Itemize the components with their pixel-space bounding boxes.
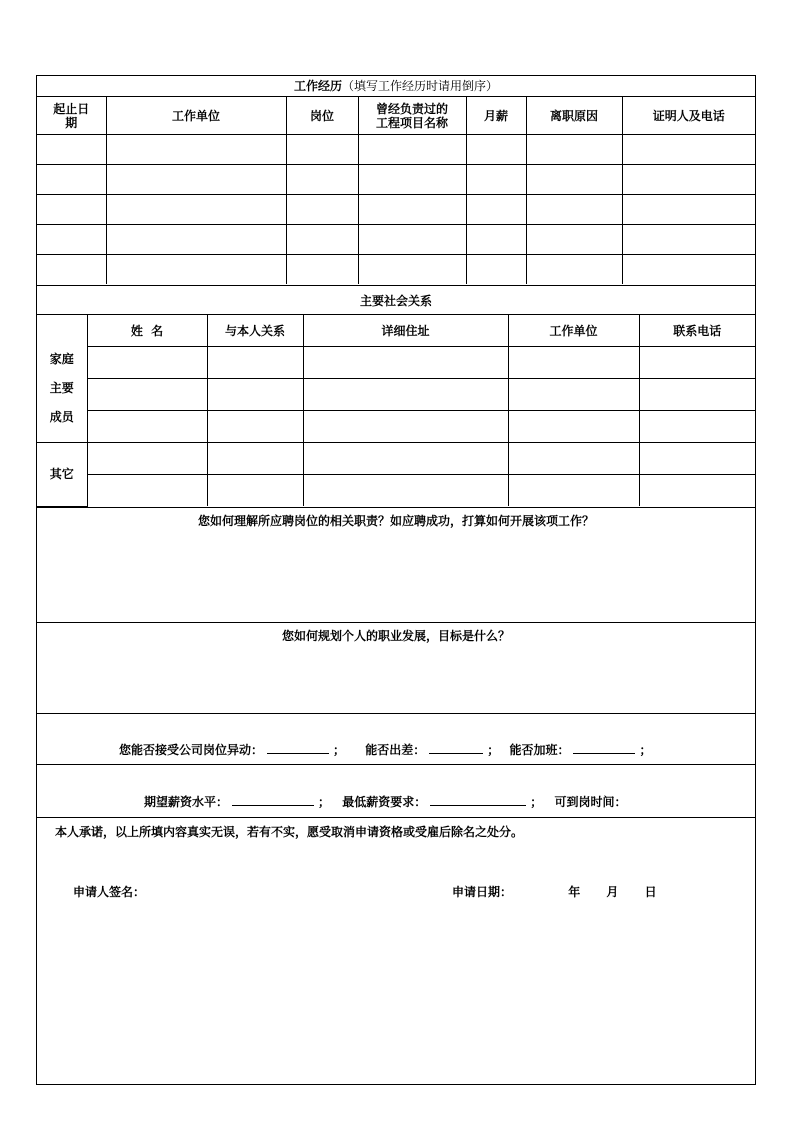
overtime-field[interactable] [573,741,635,754]
cell-employer[interactable] [106,135,286,165]
cell-projects[interactable] [358,135,466,165]
question-job-understanding[interactable] [37,507,755,622]
overtime-label: 能否加班： [509,742,570,757]
application-date [452,883,657,900]
work-row [37,255,755,285]
cell-salary[interactable] [466,225,526,255]
cell-address[interactable] [303,347,508,379]
cell-relationship[interactable] [207,411,303,443]
cell-projects[interactable] [358,225,466,255]
header-relationship: 与本人关系 [207,315,303,347]
separator: ； [639,742,652,757]
pledge-text: 本人承诺，以上所填内容真实无误，若有不实，愿受取消申请资格或受雇后除名之处分。 [55,824,524,839]
family-label: 家庭 主要 成员 [37,315,87,443]
header-leave-reason: 离职原因 [526,97,622,135]
work-row [37,165,755,195]
work-history-title: 工作经历（填写工作经历时请用倒序） [37,76,755,97]
cell-name[interactable] [87,347,207,379]
work-row [37,195,755,225]
cell-dates[interactable] [37,165,106,195]
form-frame [36,75,756,1085]
work-row [37,135,755,165]
cell-workplace[interactable] [508,379,639,411]
cell-reference[interactable] [622,135,755,165]
cell-projects[interactable] [358,165,466,195]
cell-position[interactable] [286,165,358,195]
separator: ； [318,794,331,809]
cell-salary[interactable] [466,165,526,195]
cell-name[interactable] [87,411,207,443]
start-time-label: 可到岗时间： [554,794,627,809]
work-history-note: （填写工作经历时请用倒序） [342,79,499,93]
travel-field[interactable] [429,741,483,754]
cell-position[interactable] [286,195,358,225]
separator: ； [333,742,346,757]
cell-dates[interactable] [37,195,106,225]
cell-dates[interactable] [37,255,106,285]
question-career-plan[interactable] [37,622,755,713]
signature-label: 申请人签名： [73,884,146,899]
cell-employer[interactable] [106,165,286,195]
cell-reference[interactable] [622,165,755,195]
cell-leave-reason[interactable] [526,255,622,285]
minimum-salary-field[interactable] [430,793,526,806]
salary-row [37,764,755,817]
cell-salary[interactable] [466,255,526,285]
cell-name[interactable] [87,443,207,475]
cell-name[interactable] [87,379,207,411]
cell-employer[interactable] [106,195,286,225]
separator: ； [487,742,500,757]
cell-leave-reason[interactable] [526,195,622,225]
cell-relationship[interactable] [207,475,303,507]
header-phone: 联系电话 [639,315,755,347]
cell-address[interactable] [303,379,508,411]
cell-workplace[interactable] [508,475,639,507]
header-dates: 起止日 期 [37,97,106,135]
social-relations-table [37,315,755,507]
header-name: 姓 名 [87,315,207,347]
header-projects: 曾经负责过的 工程项目名称 [358,97,466,135]
cell-workplace[interactable] [508,411,639,443]
header-position: 岗位 [286,97,358,135]
cell-reference[interactable] [622,225,755,255]
cell-workplace[interactable] [508,443,639,475]
expected-salary-label: 期望薪资水平： [144,794,229,809]
expected-salary-field[interactable] [232,793,314,806]
cell-address[interactable] [303,475,508,507]
acceptance-row [37,713,755,764]
travel-label: 能否出差： [365,742,426,757]
cell-phone[interactable] [639,379,755,411]
cell-reference[interactable] [622,255,755,285]
cell-address[interactable] [303,443,508,475]
transfer-label: 您能否接受公司岗位异动： [119,742,264,757]
date-label: 申请日期： [452,884,513,899]
cell-position[interactable] [286,255,358,285]
social-relations-title: 主要社会关系 [37,285,755,315]
other-row [37,475,755,507]
cell-employer[interactable] [106,225,286,255]
header-employer: 工作单位 [106,97,286,135]
question-2-text: 您如何规划个人的职业发展，目标是什么？ [281,628,510,643]
cell-reference[interactable] [622,195,755,225]
cell-projects[interactable] [358,195,466,225]
cell-dates[interactable] [37,225,106,255]
cell-employer[interactable] [106,255,286,285]
cell-position[interactable] [286,225,358,255]
header-workplace: 工作单位 [508,315,639,347]
cell-leave-reason[interactable] [526,165,622,195]
pledge-section [37,817,755,1084]
day-label: 日 [644,884,657,899]
cell-dates[interactable] [37,135,106,165]
header-reference: 证明人及电话 [622,97,755,135]
cell-leave-reason[interactable] [526,135,622,165]
work-history-table [37,76,755,284]
cell-relationship[interactable] [207,379,303,411]
header-address: 详细住址 [303,315,508,347]
minimum-salary-label: 最低薪资要求： [342,794,427,809]
cell-phone[interactable] [639,443,755,475]
cell-name[interactable] [87,475,207,507]
cell-phone[interactable] [639,347,755,379]
cell-leave-reason[interactable] [526,225,622,255]
family-row [37,411,755,443]
cell-address[interactable] [303,411,508,443]
cell-relationship[interactable] [207,347,303,379]
year-label: 年 [568,884,581,899]
family-row [37,379,755,411]
cell-workplace[interactable] [508,347,639,379]
cell-position[interactable] [286,135,358,165]
cell-phone[interactable] [639,411,755,443]
cell-relationship[interactable] [207,443,303,475]
header-salary: 月薪 [466,97,526,135]
work-row [37,225,755,255]
question-1-text: 您如何理解所应聘岗位的相关职责？如应聘成功，打算如何开展该项工作？ [197,513,594,528]
other-label: 其它 [37,443,87,507]
transfer-field[interactable] [267,741,329,754]
cell-salary[interactable] [466,135,526,165]
family-row [37,347,755,379]
separator: ； [530,794,543,809]
cell-phone[interactable] [639,475,755,507]
cell-projects[interactable] [358,255,466,285]
cell-salary[interactable] [466,195,526,225]
month-label: 月 [606,884,619,899]
